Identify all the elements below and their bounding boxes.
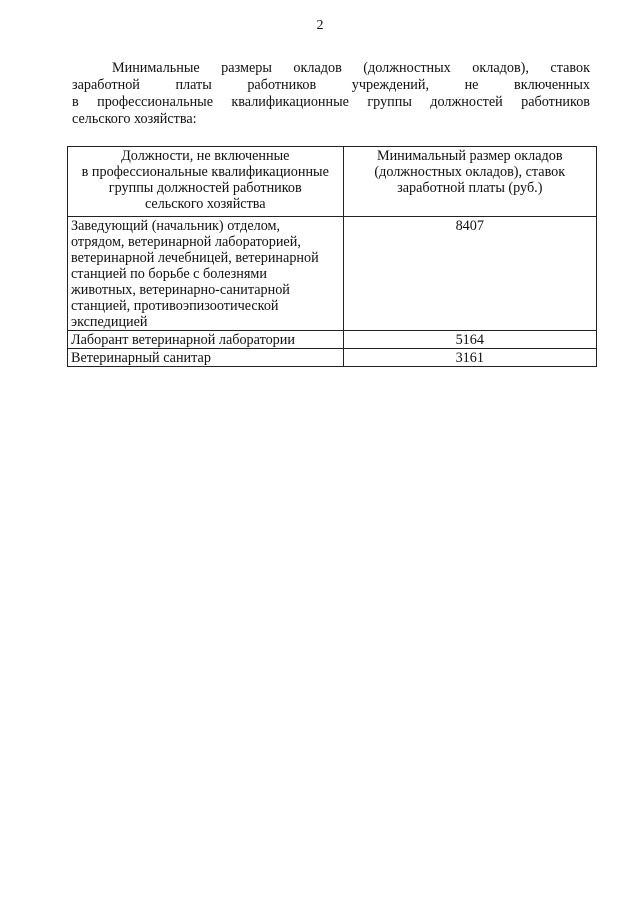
intro-paragraph [72,60,590,128]
intro-line: Минимальные размеры окладов (должностных окладов), ставок [112,60,590,76]
header-salary-line: (должностных окладов), ставок [374,164,566,180]
position-line: отрядом, ветеринарной лабораторией, [71,234,301,250]
position-cell [68,331,344,349]
intro-line: сельского хозяйства: [72,111,197,127]
position-line: Заведующий (начальник) отделом, [71,218,281,234]
header-salary-line: заработной платы (руб.) [397,180,543,196]
position-line: экспедицией [71,314,148,330]
page-number: 2 [316,18,324,33]
header-salary [343,147,596,217]
intro-line: в профессиональные квалификационные группы должностей работников [72,94,590,110]
salary-cell: 5164 [343,331,596,349]
header-position-line: группы должностей работников [108,180,302,196]
position-line: Лаборант ветеринарной лаборатории [71,332,295,348]
table-header-row [68,147,597,217]
header-position-line: в профессиональные квалификационные [81,164,329,180]
salary-cell: 8407 [343,217,596,331]
table-row [68,217,597,331]
position-line: Ветеринарный санитар [71,350,211,366]
salary-cell: 3161 [343,349,596,367]
position-line: ветеринарной лечебницей, ветеринарной [71,250,319,266]
position-cell [68,349,344,367]
intro-line: заработной платы работников учреждений, не включенных [72,77,590,93]
position-line: станцией, противоэпизоотической [71,298,279,314]
position-line: станцией по борьбе с болезнями [71,266,267,282]
header-salary-line: Минимальный размер окладов [376,148,563,164]
header-position-line: Должности, не включенные [121,148,290,164]
position-cell [68,217,344,331]
salary-table [67,146,597,367]
header-position-line: сельского хозяйства [144,196,266,212]
header-position [68,147,344,217]
table-row [68,349,597,367]
table-row [68,331,597,349]
position-line: животных, ветеринарно-санитарной [71,282,290,298]
